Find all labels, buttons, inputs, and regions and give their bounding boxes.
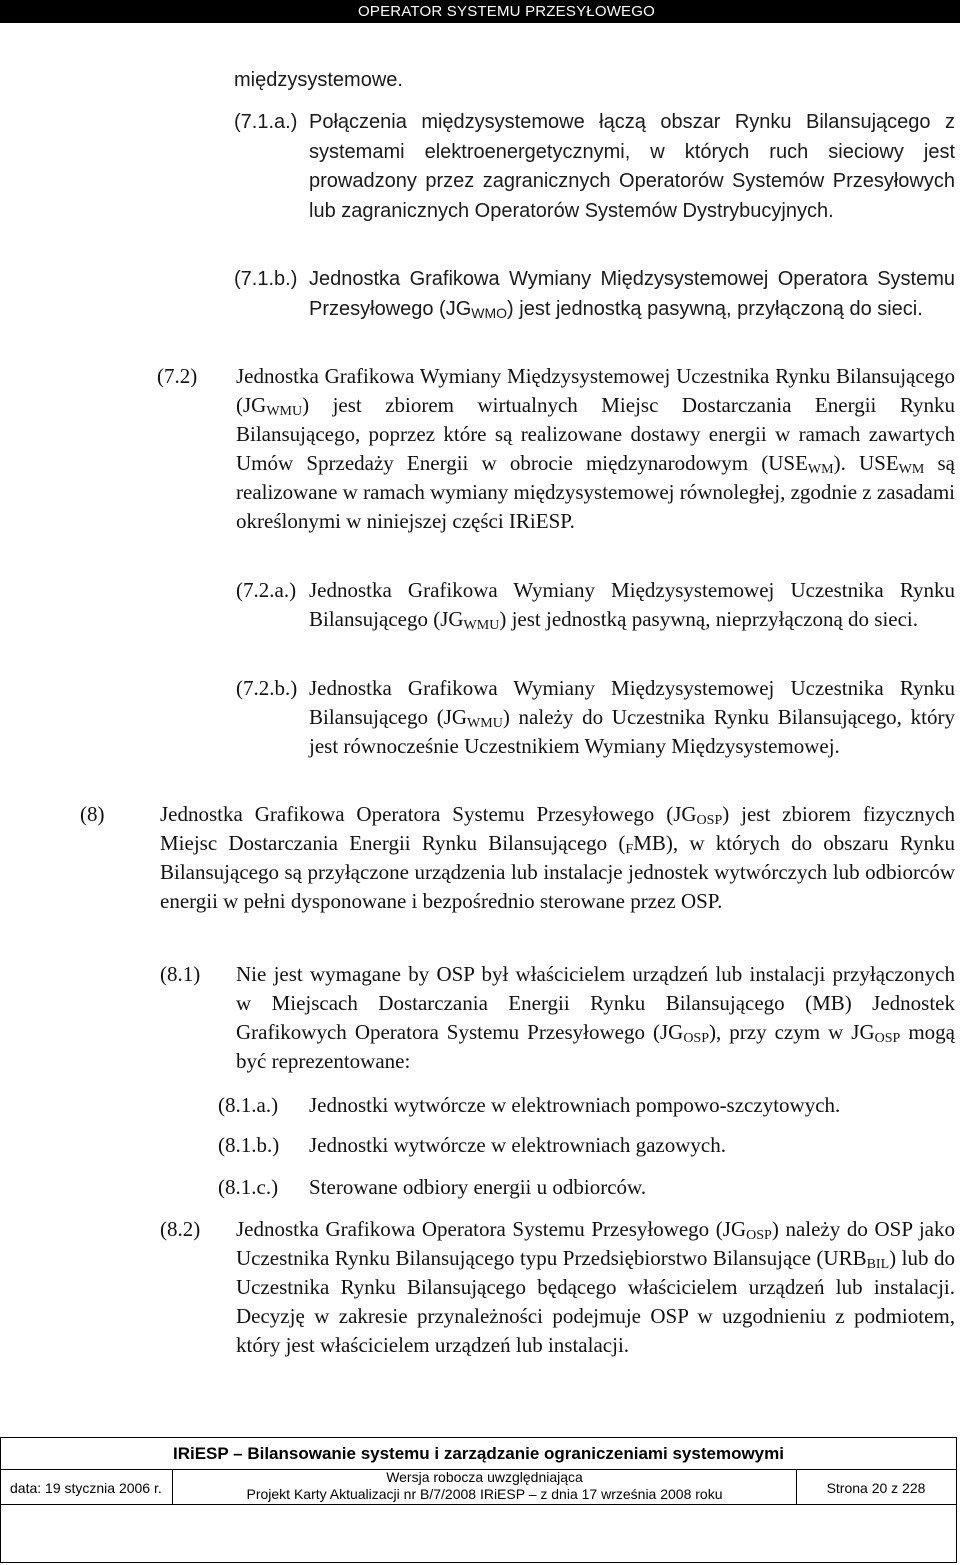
clause-8 bbox=[160, 800, 955, 916]
clause-number-8-1-c: (8.1.c.) bbox=[218, 1175, 279, 1199]
footer-title: IRiESP – Bilansowanie systemu i zarządzanie ograniczeniami systemowymi bbox=[1, 1438, 956, 1470]
page-header bbox=[0, 0, 960, 23]
clause-7-2 bbox=[236, 362, 955, 536]
footer-project-line: Projekt Karty Aktualizacji nr B/7/2008 IRiESP – z dnia 17 września 2008 roku bbox=[246, 1486, 723, 1502]
clause-number-7-2: (7.2) bbox=[157, 364, 198, 388]
clause-text: Jednostka Grafikowa Wymiany Międzysystemowej Operatora Systemu Przesyłowego $(JG_{WMO})$ jest jednostką pasywną, przyłączoną do sieci. bbox=[309, 268, 955, 321]
clause-8-1 bbox=[236, 960, 955, 1076]
clause-number-7-2-b: (7.2.b.) bbox=[236, 676, 298, 700]
continuation-text: międzysystemowe. bbox=[234, 69, 403, 91]
clause-text: Jednostka Grafikowa Operatora Systemu Przesyłowego $(JG_{OSP})$ jest zbiorem fizycznych Miejsc Dostarczania Energii Rynku Bilansującego $(_FMB)$, w których do obszaru Rynku Bilansującego są przyłączone urządzenia lub instalacje jednostek wytwórczych lub odbiorców energii w pełni dysponowane i bezpośrednio sterowane przez OSP. bbox=[160, 802, 955, 913]
footer-date: data: 19 stycznia 2006 r. bbox=[1, 1469, 173, 1504]
clause-7-2-a bbox=[309, 576, 955, 634]
clause-text: Jednostka Grafikowa Wymiany Międzysystemowej Uczestnika Rynku Bilansującego $(JG_{WMU})$ należy do Uczestnika Rynku Bilansującego, który jest równocześnie Uczestnikiem Wymiany Międzysystemowej. bbox=[309, 676, 955, 758]
clause-number-8-1: (8.1) bbox=[160, 962, 201, 986]
page-footer bbox=[0, 1437, 957, 1563]
footer-info-row bbox=[1, 1469, 956, 1505]
clause-8-1-a: Jednostki wytwórcze w elektrowniach pompowo-szczytowych. bbox=[309, 1093, 841, 1117]
clause-8-2 bbox=[236, 1215, 955, 1360]
clause-7-1-a bbox=[309, 108, 955, 226]
clause-text: Połączenia międzysystemowe łączą obszar Rynku Bilansującego z systemami elektroenergetycznymi, w których ruch sieciowy jest prowadzony przez zagranicznych Operatorów Systemów Przesyłowych lub zagranicznych Operatorów Systemów Dystrybucyjnych. bbox=[309, 111, 955, 222]
clause-number-8-2: (8.2) bbox=[160, 1217, 201, 1241]
clause-number-7-1-b: (7.1.b.) bbox=[234, 268, 298, 290]
footer-version-line: Wersja robocza uwzględniająca bbox=[386, 1469, 583, 1485]
clause-text: Jednostka Grafikowa Wymiany Międzysystemowej Uczestnika Rynku Bilansującego $(JG_{WMU})$ jest jednostką pasywną, nieprzyłączoną do sieci. bbox=[309, 578, 955, 633]
clause-number-8-1-b: (8.1.b.) bbox=[218, 1133, 280, 1157]
clause-number-8-1-a: (8.1.a.) bbox=[218, 1093, 279, 1117]
footer-page-number: Strona 20 z 228 bbox=[826, 1480, 926, 1496]
clause-number-7-2-a: (7.2.a.) bbox=[236, 578, 297, 602]
clause-8-1-b: Jednostki wytwórcze w elektrowniach gazowych. bbox=[309, 1133, 726, 1157]
clause-number-8: (8) bbox=[80, 802, 105, 826]
header-title: OPERATOR SYSTEMU PRZESYŁOWEGO bbox=[358, 3, 655, 20]
clause-7-1-b bbox=[309, 265, 955, 324]
clause-text: Jednostka Grafikowa Wymiany Międzysystemowej Uczestnika Rynku Bilansującego $(JG_{WMU})$ jest zbiorem wirtualnych Miejsc Dostarczania Energii Rynku Bilansującego, poprzez które są realizowane dostawy energii w ramach zawartych Umów Sprzedaży Energii w obrocie międzynarodowym $(USE_{WM})$. $USE_{WM}$ są realizowane w ramach wymiany międzysystemowej równoległej, zgodnie z zasadami określonymi w niniejszej części IRiESP. bbox=[236, 364, 955, 533]
continuation-line bbox=[234, 66, 403, 96]
clause-7-2-b bbox=[309, 674, 955, 761]
footer-version bbox=[173, 1469, 797, 1504]
clause-text: Nie jest wymagane by OSP był właścicielem urządzeń lub instalacji przyłączonych w Miejscach Dostarczania Energii Rynku Bilansującego (MB) Jednostek Grafikowych Operatora Systemu Przesyłowego $(JG_{OSP})$, przy czym w $JG_{OSP}$ mogą być reprezentowane: bbox=[236, 962, 955, 1073]
clause-number-7-1-a: (7.1.a.) bbox=[234, 111, 298, 133]
clause-text: Jednostka Grafikowa Operatora Systemu Przesyłowego $(JG_{OSP})$ należy do OSP jako Uczestnika Rynku Bilansującego typu Przedsiębiorstwo Bilansujące $(URB_{BIL})$ lub do Uczestnika Rynku Bilansującego będącego właścicielem urządzeń lub instalacji. Decyzję w zakresie przynależności podejmuje OSP w uzgodnieniu z podmiotem, który jest właścicielem urządzeń lub instalacji. bbox=[236, 1217, 955, 1357]
clause-8-1-c: Sterowane odbiory energii u odbiorców. bbox=[309, 1175, 647, 1199]
